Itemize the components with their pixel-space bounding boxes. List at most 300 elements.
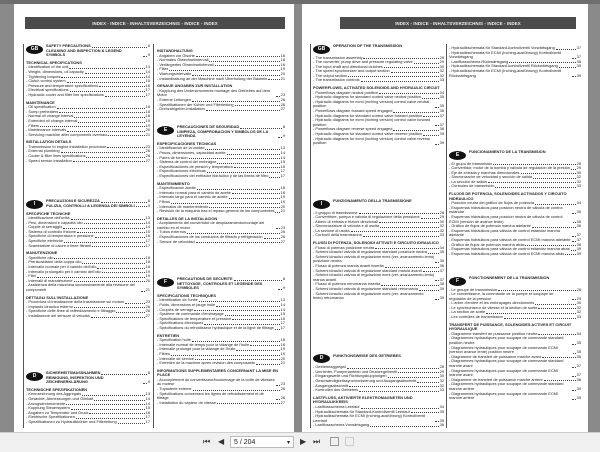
dot-leader xyxy=(572,344,575,345)
index-entry[interactable] xyxy=(449,252,581,257)
language-badge: F xyxy=(449,277,466,286)
entry-page-number: 19 xyxy=(280,198,285,204)
entry-page-number: 29 xyxy=(439,368,444,374)
entry-title: - Normales Ölwechselintervall xyxy=(157,57,209,63)
entry-page-number: 35 xyxy=(439,94,444,100)
entry-title: - Maintenance intervals xyxy=(26,127,67,133)
entry-page-number: 17 xyxy=(280,168,285,174)
language-titles xyxy=(177,125,285,139)
entry-page-number: 38 xyxy=(439,281,444,287)
entry-title: - Intervalle de service xyxy=(157,355,194,361)
language-titles xyxy=(333,44,444,49)
entry-page-number: 35 xyxy=(439,103,444,109)
entry-page-number: 17 xyxy=(145,87,150,93)
section-heading: TECHNICAL SPECIFICATIONS xyxy=(26,59,82,65)
dot-leader xyxy=(565,254,575,255)
index-entry[interactable] xyxy=(26,159,150,164)
index-entry[interactable] xyxy=(313,292,444,301)
entry-title: - Installation du capteur de vitesse xyxy=(157,399,217,405)
dot-leader xyxy=(143,56,147,57)
entry-page-number: 39 xyxy=(576,395,581,401)
index-entry[interactable] xyxy=(157,401,285,406)
entry-page-number: 14 xyxy=(145,73,150,79)
entry-title: - Flusso di potenza retromarcia inserita xyxy=(313,281,381,287)
index-column-right xyxy=(157,4,285,432)
entry-title: - Geschwindigkeitssynchronisierung und Ausgangsabschnitt xyxy=(313,378,417,384)
index-entry[interactable] xyxy=(449,69,581,78)
entry-page-number: 18 xyxy=(145,264,150,270)
entry-page-number: 29 xyxy=(439,59,444,65)
section-heading: POWERFLOWS, ACTIVATED SOLENOIDS AND HYDRAULIC CIRCUIT xyxy=(313,85,440,91)
entry-title: - Intervalo largo para el cambio de aceite xyxy=(157,194,228,200)
index-entry[interactable] xyxy=(26,314,150,319)
entry-page-number: 9 xyxy=(282,133,285,139)
entry-page-number: 16 xyxy=(145,233,150,239)
entry-page-number: 16 xyxy=(280,315,285,321)
entry-title: - Posición neutra del gráfico de flujos de potencia xyxy=(449,200,534,206)
index-entry[interactable] xyxy=(313,137,444,146)
index-entry[interactable] xyxy=(157,174,285,179)
dot-leader xyxy=(533,178,576,179)
section-heading: FLUSSI DI POTENZA, SOLENOIDI ATTIVATI E CIRCUITO IDRAULICO xyxy=(313,240,439,246)
entry-page-number: 19 xyxy=(280,350,285,356)
entry-title: - Accouplement du convertisseur/boulonnage de la boîte de vitesses au moteur xyxy=(157,376,275,387)
entry-page-number: 18 xyxy=(145,259,150,265)
entry-title: - Umrichter, Pumpenantrieb und Druckregelventil xyxy=(313,368,398,374)
language-heading xyxy=(449,150,581,160)
entry-page-number: 27 xyxy=(280,106,285,112)
dot-leader xyxy=(234,167,280,168)
entry-title: PRECAUTIONS DE SECURITE xyxy=(177,276,233,281)
language-block xyxy=(26,371,150,425)
entry-title: - Hydraulic diagrams for standard control valve neutral position xyxy=(313,94,421,100)
entry-page-number: 8 xyxy=(282,124,285,129)
dot-leader xyxy=(256,364,280,365)
pdf-page-right xyxy=(302,4,588,432)
dot-leader xyxy=(235,105,280,106)
entry-title: - Identification de l'unité xyxy=(157,297,198,303)
dot-leader xyxy=(435,125,439,126)
entry-title: - Powerflows diagram neutral position xyxy=(313,89,378,95)
index-entry[interactable] xyxy=(449,184,581,189)
language-heading xyxy=(157,277,285,291)
language-heading xyxy=(313,354,444,364)
entry-title: - Spezifikationen zu Hydraulikkühler und Filterleitung xyxy=(26,418,117,424)
next-page-icon[interactable]: ▶ xyxy=(300,437,307,446)
entry-page-number: 19 xyxy=(280,66,285,72)
column-divider xyxy=(153,44,154,428)
entry-title: - Extended oil change interval xyxy=(26,117,78,123)
entry-page-number: 26 xyxy=(280,234,285,240)
entry-title: - Le groupe de transmission xyxy=(449,286,498,292)
index-entry[interactable] xyxy=(313,233,444,238)
entry-page-number: 14 xyxy=(145,400,150,406)
language-block xyxy=(449,150,581,256)
entry-title: - The converter, pump drive and pressure regulating valve xyxy=(313,59,413,65)
entry-title: - Entretien de la machine après révision des composants xyxy=(157,360,255,366)
dot-leader xyxy=(348,76,438,77)
entry-page-number: 8 xyxy=(147,370,150,375)
entry-page-number: 17 xyxy=(145,91,150,97)
dot-leader xyxy=(78,122,144,123)
entry-title: - Weight, dimensions, oil capacity xyxy=(26,68,84,74)
first-page-icon[interactable]: ⏮ xyxy=(203,437,211,446)
dot-leader xyxy=(278,289,282,290)
dot-leader xyxy=(94,400,144,401)
index-entry[interactable] xyxy=(26,93,150,98)
entry-page-number: 34 xyxy=(576,200,581,206)
index-entry[interactable] xyxy=(26,420,150,425)
entry-page-number: 14 xyxy=(280,306,285,312)
entry-title: - Filters xyxy=(26,122,39,128)
language-block xyxy=(157,46,285,112)
index-entry[interactable] xyxy=(177,130,285,139)
column-divider xyxy=(446,44,447,428)
entry-title: - La sección de salida xyxy=(449,178,487,184)
language-titles xyxy=(177,277,285,291)
entry-page-number: 9 xyxy=(147,202,150,208)
entry-page-number: 39 xyxy=(576,250,581,256)
entry-page-number: 26 xyxy=(145,308,150,314)
dot-leader xyxy=(572,390,575,391)
entry-title: - Filtros xyxy=(157,198,170,204)
entry-title: PRECAUZIONI E SICUREZZA xyxy=(46,198,100,203)
entry-title: - Intervalli di manutenzione xyxy=(26,277,73,283)
entry-title: - Schemi idraulici valvola di regolazione standard marcia avanti xyxy=(313,267,422,273)
entry-page-number: 21 xyxy=(280,360,285,366)
entry-page-number: 32 xyxy=(576,304,581,310)
dot-leader xyxy=(74,117,144,118)
index-entry[interactable] xyxy=(157,326,285,331)
entry-title: - Esquemas hidráulicos para válvula de control ECMI marcha adelante xyxy=(449,237,571,242)
chevron-down-icon[interactable]: ▾ xyxy=(286,440,290,446)
entry-title: - L'arbre d'entrée et les embrayages directionnels xyxy=(449,300,535,306)
entry-page-number: 9 xyxy=(147,379,150,385)
entry-title: - Sincronizzatore di velocità e di uscita xyxy=(313,223,380,229)
entry-title: - Intervalos de mantenimiento xyxy=(157,203,209,209)
entry-page-number: 17 xyxy=(145,418,150,424)
entry-page-number: 20 xyxy=(280,203,285,209)
dot-leader xyxy=(361,81,439,82)
dot-leader xyxy=(86,157,144,158)
dot-leader xyxy=(572,299,575,300)
index-entry[interactable] xyxy=(46,376,150,385)
entry-page-number: 9 xyxy=(147,52,150,58)
section-heading: ENTRETIEN xyxy=(157,332,180,338)
entry-title: - Acoplamiento del convertidor de desplazamiento/montaje del cambio en el motor xyxy=(157,220,265,230)
index-entry[interactable] xyxy=(26,244,150,249)
index-entry[interactable] xyxy=(46,204,150,209)
entry-title: - Schemi idraulici valvola di regolazione standard posizione neutra xyxy=(313,249,427,255)
dot-leader xyxy=(435,299,438,300)
entry-page-number: 36 xyxy=(439,263,444,269)
entry-page-number: 35 xyxy=(576,349,581,355)
entry-page-number: 17 xyxy=(145,242,150,248)
language-badge: E xyxy=(449,151,466,160)
entry-page-number: 17 xyxy=(280,324,285,330)
entry-page-number: 39 xyxy=(439,295,444,301)
entry-title: - Hydraulic diagrams for standard control valve forward position xyxy=(313,112,422,118)
dot-leader xyxy=(232,319,280,320)
dot-leader xyxy=(384,67,439,68)
previous-page-icon[interactable]: ◀ xyxy=(218,437,225,446)
chapter-title: OPERATION OF THE TRANSMISSION xyxy=(333,43,403,48)
index-entry[interactable] xyxy=(157,107,285,112)
entry-page-number: 37 xyxy=(576,45,581,50)
entry-title: - Lastflussschema Vorwärtsgang xyxy=(313,422,370,428)
entry-page-number: 29 xyxy=(576,165,581,171)
chapter-title: FUNCIONAMIENTO DE LA TRANSMISION xyxy=(469,149,546,154)
entry-title: - Il gruppo di trasmissione xyxy=(313,209,358,215)
dot-leader xyxy=(572,376,576,377)
dot-leader xyxy=(572,76,575,77)
entry-page-number: 32 xyxy=(439,223,444,229)
entry-title: - Procedura di installazione della trasmissione sul motore xyxy=(26,299,125,305)
entry-title: - Lastflussschema Rückwärtsgang xyxy=(449,58,509,64)
page-indicator: 5 / 204 xyxy=(234,439,256,446)
entry-title: - Specifiche delle linee di raffreddamento e filtraggio xyxy=(26,308,116,314)
dot-leader xyxy=(535,304,575,305)
entry-page-number: 35 xyxy=(576,209,581,215)
index-entry[interactable] xyxy=(157,77,285,82)
entry-page-number: 14 xyxy=(145,395,150,401)
entry-title: - Schemi idraulici valvola di regolazione ecmi (ver. avanzamento lento) posizione neutra xyxy=(313,253,435,264)
dot-leader xyxy=(236,350,279,351)
entry-title: - Kopplung des Umlenkmoments montage des Getriebes auf dem Motor xyxy=(157,87,271,98)
index-entry[interactable] xyxy=(313,388,444,393)
entry-page-number: 23 xyxy=(280,224,285,230)
entry-title: - Spezifikationen der Kühler und Filterleitung xyxy=(157,101,234,107)
entry-title: - Diagrammes hydrauliques pour soupape de commande standard position neutre xyxy=(449,335,564,346)
dot-leader xyxy=(488,182,576,183)
entry-page-number: 23 xyxy=(280,381,285,387)
entry-page-number: 13 xyxy=(280,297,285,303)
entry-title: - Angaben zur Ölsorte xyxy=(157,52,195,58)
index-entry[interactable] xyxy=(449,392,581,401)
entry-title: - Instandhaltung an der Maschine nach Überholung der Bauteile xyxy=(157,75,268,81)
entry-title: - Ausgangsabschnitt xyxy=(313,382,349,388)
entry-page-number: 37 xyxy=(439,112,444,118)
dot-leader xyxy=(572,236,576,237)
index-entry[interactable] xyxy=(313,78,444,83)
entry-page-number: 14 xyxy=(280,301,285,307)
language-block xyxy=(157,125,285,244)
index-header-bar: INDEX - INDICE - INHALTSVERZEICHNIS - INDICE - INDEX xyxy=(340,17,576,29)
entry-page-number: 36 xyxy=(576,223,581,229)
dot-leader xyxy=(571,169,576,170)
entry-page-number: 14 xyxy=(145,224,150,230)
entry-title: - Pesos, dimensiones, capacidad aceite xyxy=(157,149,226,155)
entry-title: - Pressure and temperature specifications xyxy=(26,82,99,88)
entry-page-number: 8 xyxy=(282,276,285,281)
entry-page-number: 18 xyxy=(280,57,285,63)
entry-page-number: 29 xyxy=(576,295,581,301)
entry-title: - Preriscaldatori della coppa olio xyxy=(26,259,82,265)
entry-page-number: 18 xyxy=(280,189,285,195)
entry-page-number: 28 xyxy=(576,286,581,292)
entry-title: - The transmission controls xyxy=(313,77,360,83)
dot-leader xyxy=(276,385,279,386)
page-number-select[interactable] xyxy=(230,436,294,448)
entry-page-number: 16 xyxy=(145,82,150,88)
dot-leader xyxy=(380,227,439,228)
dot-leader xyxy=(196,56,280,57)
entry-page-number: 26 xyxy=(145,153,150,159)
entry-page-number: 36 xyxy=(439,108,444,114)
entry-title: - Hydraulikschemata für Standard-kontrollventil Rückwärtsgang xyxy=(449,63,558,69)
entry-page-number: 18 xyxy=(145,108,150,114)
entry-page-number: 39 xyxy=(439,286,444,291)
single-page-view-icon[interactable] xyxy=(345,437,354,446)
entry-page-number: 37 xyxy=(576,363,581,368)
index-entry[interactable] xyxy=(157,240,285,245)
entry-page-number: 37 xyxy=(576,232,581,238)
entry-title: - Eje de entrada y marchas direccionales xyxy=(449,169,520,175)
section-heading: INFORMATIONS SUPPLEMENTAIRES CONCERNANT LA MISE EN PLACE xyxy=(157,367,278,378)
entry-title: CLEANING AND INSPECTION & LEGEND SYMBOLS xyxy=(46,47,122,58)
language-heading xyxy=(313,44,444,54)
dot-leader xyxy=(572,367,576,368)
dot-leader xyxy=(209,61,279,62)
dot-leader xyxy=(276,228,279,229)
dot-leader xyxy=(414,63,439,64)
entry-page-number: 34 xyxy=(439,89,444,95)
dot-leader xyxy=(421,218,439,219)
entry-title: - Specifiche di temperatura e pressione xyxy=(26,233,94,239)
entry-page-number: 28 xyxy=(576,160,581,166)
dot-leader xyxy=(107,147,144,148)
section-heading: MAINTENANCE xyxy=(26,99,55,105)
section-heading: LASTFLUSS, AKTIVIERTE ELEKTROMAGNETEN UND HYDRAULIKKREIS xyxy=(313,394,413,405)
index-header-bar: INDEX - INDICE - INHALTSVERZEICHNIS - INDICE - INDEX xyxy=(25,17,285,29)
entry-title: - Pares de torsion xyxy=(157,154,188,160)
index-entry[interactable] xyxy=(26,133,150,138)
entry-page-number: 38 xyxy=(576,376,581,382)
dot-leader xyxy=(232,193,280,194)
last-page-icon[interactable]: ⏭ xyxy=(313,437,321,446)
language-block xyxy=(313,44,444,146)
dot-leader xyxy=(276,399,280,400)
dot-leader xyxy=(268,79,279,80)
entry-title: - The speed synchronizer and output section xyxy=(313,68,390,74)
entry-page-number: 30 xyxy=(439,218,444,224)
entry-page-number: 35 xyxy=(439,417,444,423)
entry-page-number: 18 xyxy=(145,113,150,119)
dot-leader xyxy=(435,421,439,422)
index-entry[interactable] xyxy=(313,423,444,428)
entry-page-number: 20 xyxy=(280,70,285,76)
language-titles xyxy=(469,150,581,155)
entry-title: - Flussi di potenza posizione neutra xyxy=(313,244,375,250)
dot-leader xyxy=(229,198,280,199)
dot-leader xyxy=(269,177,279,178)
entry-page-number: 14 xyxy=(280,154,285,160)
entry-page-number: 38 xyxy=(576,241,581,247)
dot-leader xyxy=(196,242,280,243)
entry-page-number: 37 xyxy=(439,267,444,273)
section-heading: SPECIFICATIONS TECHNIQUES xyxy=(157,292,216,298)
index-column-right xyxy=(449,4,581,432)
dot-leader xyxy=(572,241,576,242)
entry-title: SICHERHEITSMASSNAHMEN xyxy=(46,370,101,375)
entry-title: - Filtres xyxy=(157,350,170,356)
entry-page-number: 15 xyxy=(280,159,285,165)
entry-page-number: 18 xyxy=(280,341,285,347)
entry-page-number: 18 xyxy=(280,52,285,58)
dot-leader xyxy=(102,272,145,273)
entry-page-number: 38 xyxy=(576,58,581,64)
language-block xyxy=(313,199,444,301)
entry-title: - The transmission assembly xyxy=(313,54,363,60)
entry-title: - Kennzeichnung des Aggregats xyxy=(26,391,82,397)
dot-leader xyxy=(57,108,145,109)
index-entry[interactable] xyxy=(26,283,150,292)
index-entry[interactable] xyxy=(157,209,285,214)
entry-title: - Hydraulikschemata für ECMI (Inching-ausführung) Kontrollventil Leerlauf xyxy=(313,413,426,423)
language-titles xyxy=(46,199,150,208)
index-entry[interactable] xyxy=(46,49,150,58)
entry-title: - Flusso di potenza marcia avanti inserita xyxy=(313,263,384,269)
index-entry[interactable] xyxy=(177,282,285,291)
dot-leader xyxy=(85,73,145,74)
entry-page-number: 20 xyxy=(145,277,150,283)
dot-leader xyxy=(573,222,576,223)
language-block xyxy=(26,44,150,163)
entry-title: - Intervalle prolongé pour la vidange de l'huile xyxy=(157,346,236,352)
entry-page-number: 8 xyxy=(147,198,150,203)
entry-title: - Kupplung Steuersystem xyxy=(26,405,70,411)
entry-page-number: 28 xyxy=(439,209,444,215)
entry-title: - Elektrische Spezifikationen xyxy=(26,414,75,420)
entry-title: - Les contrôles de transmission xyxy=(449,314,503,320)
entry-page-number: 17 xyxy=(145,414,150,420)
section-heading: GENAUE ANGABEN ZUR INSTALLATION xyxy=(157,83,233,89)
dot-leader xyxy=(66,404,145,405)
entry-title: - Spécifications concernant les lignes de refroidissement et de filtrage xyxy=(157,390,264,401)
entry-title: - Sincronizador de velocidad y sección de salida xyxy=(449,174,533,180)
entry-page-number: 36 xyxy=(439,422,444,428)
index-entry[interactable] xyxy=(449,315,581,320)
entry-title: - Specifiche elettriche xyxy=(26,238,64,244)
language-titles xyxy=(333,199,444,204)
dot-leader xyxy=(435,107,439,108)
entry-title: - Hydraulic diagrams for ecmi (inching version) control valve reverse position xyxy=(313,135,431,146)
entry-page-number: 27 xyxy=(280,238,285,244)
entry-title: - Especificaciones de los conductos de filtrado y refrigeración xyxy=(157,234,263,240)
section-heading: SPECIFICHE TECNICHE xyxy=(26,210,71,216)
entry-page-number: 21 xyxy=(280,208,285,214)
language-badge: GB xyxy=(313,45,330,54)
two-page-view-icon[interactable] xyxy=(330,437,339,446)
dot-leader xyxy=(101,374,146,375)
entry-page-number: 18 xyxy=(145,254,150,260)
entry-title: - Gewichte, Abmessungen und Ölinhalt xyxy=(26,395,94,401)
entry-title: - Schemi idraulici valvola di regolazione ecmi (ver. avanzamento lento) marcia avanti xyxy=(313,272,435,282)
dot-leader xyxy=(97,268,144,269)
dot-leader xyxy=(559,67,576,68)
language-badge: E xyxy=(157,126,174,135)
index-entry[interactable] xyxy=(157,361,285,366)
entry-page-number: 29 xyxy=(439,214,444,220)
entry-page-number: 32 xyxy=(439,227,444,233)
dot-leader xyxy=(278,137,282,138)
entry-title: - Couples de serrage xyxy=(157,306,194,312)
entry-page-number: 14 xyxy=(145,219,150,225)
entry-page-number: 32 xyxy=(576,309,581,315)
entry-page-number: 18 xyxy=(280,61,285,67)
entry-title: NETTOYAGE, CONTROLES ET LEGENDE DES SYMBOLES xyxy=(177,280,263,291)
entry-page-number: 32 xyxy=(439,382,444,388)
